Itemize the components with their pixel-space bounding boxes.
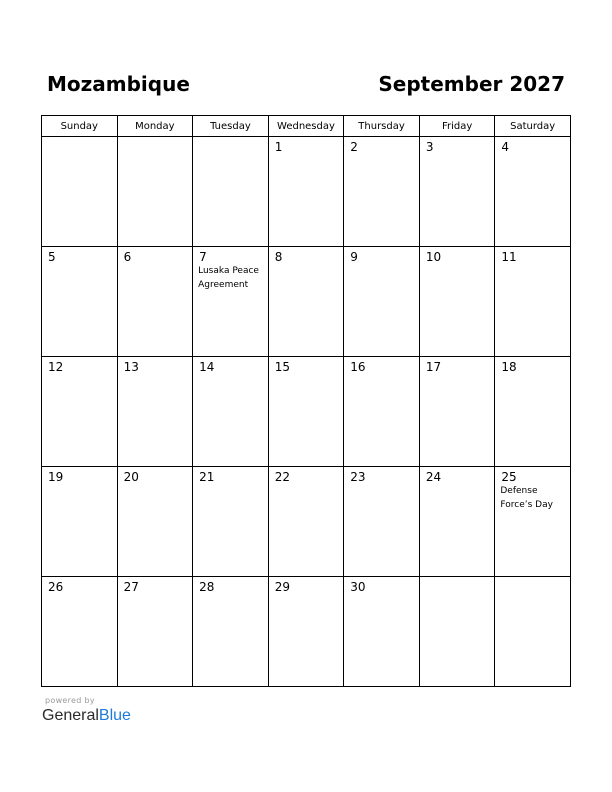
day-number: 9 [350, 250, 358, 264]
weekday-wednesday: Wednesday [268, 116, 344, 137]
day-cell [117, 357, 193, 467]
day-cell [193, 357, 269, 467]
week-row [42, 357, 571, 467]
week-row [42, 247, 571, 357]
week-row [42, 577, 571, 687]
day-cell [268, 357, 344, 467]
day-number: 22 [274, 470, 290, 484]
holiday-label: Defense Force’s Day [500, 486, 553, 510]
day-number: 1 [274, 140, 283, 154]
brand-name [42, 706, 131, 726]
day-number: 26 [48, 580, 64, 594]
day-cell [42, 467, 118, 577]
day-number: 28 [199, 580, 215, 594]
day-cell [117, 247, 193, 357]
day-cell [193, 467, 269, 577]
weekday-tuesday: Tuesday [193, 116, 269, 137]
day-number: 20 [123, 470, 139, 484]
day-cell [419, 357, 495, 467]
day-cell [344, 357, 420, 467]
day-cell [268, 247, 344, 357]
powered-by-text: powered by [45, 696, 95, 705]
weekday-sunday: Sunday [42, 116, 118, 137]
day-cell [117, 577, 193, 687]
empty-day-cell [495, 577, 571, 687]
day-cell [419, 247, 495, 357]
day-number: 14 [199, 360, 215, 374]
day-cell [495, 137, 571, 247]
day-cell [495, 247, 571, 357]
day-number: 17 [425, 360, 442, 374]
day-cell [117, 467, 193, 577]
calendar-grid [41, 115, 571, 687]
day-cell [193, 247, 269, 357]
day-cell [495, 357, 571, 467]
day-cell [419, 137, 495, 247]
day-cell [495, 467, 571, 577]
holiday-label: Lusaka Peace Agreement [198, 266, 259, 290]
day-number: 2 [350, 140, 358, 154]
day-number: 5 [48, 250, 56, 264]
weekday-monday: Monday [117, 116, 193, 137]
day-number: 13 [123, 360, 139, 374]
day-number: 29 [274, 580, 290, 594]
day-cell [419, 467, 495, 577]
week-row [42, 137, 571, 247]
empty-day-cell [193, 137, 269, 247]
empty-day-cell [419, 577, 495, 687]
weekday-friday: Friday [419, 116, 495, 137]
day-number: 10 [425, 250, 442, 264]
brand-blue-text: Blue [98, 707, 131, 724]
day-number: 25 [501, 470, 517, 484]
weekday-thursday: Thursday [344, 116, 420, 137]
day-cell [344, 577, 420, 687]
day-cell [42, 247, 118, 357]
day-number: 7 [199, 250, 207, 264]
day-cell [268, 577, 344, 687]
day-cell [42, 357, 118, 467]
weekday-saturday: Saturday [495, 116, 571, 137]
country-title: Mozambique [47, 72, 190, 96]
day-cell [344, 137, 420, 247]
day-cell [344, 467, 420, 577]
week-row [42, 467, 571, 577]
generalblue-logo [42, 695, 131, 726]
day-number: 15 [274, 360, 290, 374]
day-number: 11 [501, 250, 517, 264]
weekday-header-row [42, 116, 571, 137]
day-number: 6 [123, 250, 132, 264]
day-number: 16 [350, 360, 366, 374]
day-number: 12 [48, 360, 64, 374]
day-cell [268, 137, 344, 247]
empty-day-cell [117, 137, 193, 247]
day-number: 23 [350, 470, 366, 484]
day-number: 4 [501, 140, 510, 154]
day-number: 30 [350, 580, 366, 594]
day-number: 18 [501, 360, 517, 374]
day-number: 21 [199, 470, 215, 484]
day-cell [42, 577, 118, 687]
day-cell [344, 247, 420, 357]
day-cell [193, 577, 269, 687]
day-number: 8 [274, 250, 283, 264]
empty-day-cell [42, 137, 118, 247]
month-year-title: September 2027 [378, 72, 565, 96]
day-number: 27 [123, 580, 139, 594]
day-cell [268, 467, 344, 577]
day-number: 3 [425, 140, 434, 154]
brand-general-text: General [42, 707, 99, 724]
day-number: 19 [48, 470, 64, 484]
day-number: 24 [425, 470, 442, 484]
